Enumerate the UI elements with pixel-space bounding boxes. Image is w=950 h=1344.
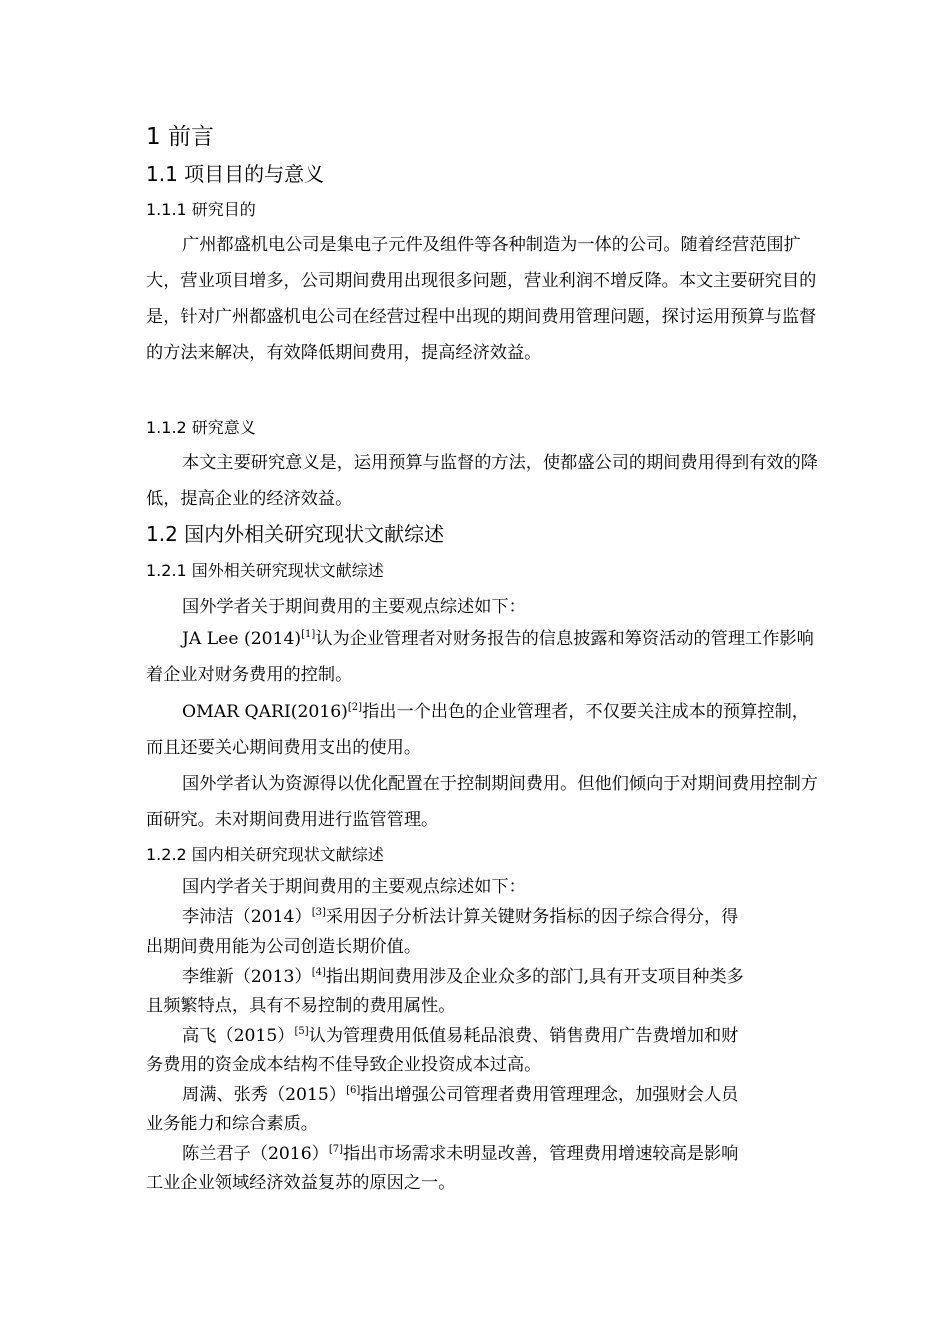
citation-marker: [5] bbox=[294, 1026, 309, 1037]
citation-marker: [2] bbox=[347, 702, 363, 713]
paragraph-domestic-intro: 国内学者关于期间费用的主要观点综述如下： bbox=[182, 877, 526, 897]
reference-author: 高飞（2015） bbox=[182, 1026, 295, 1046]
subsection-heading-1-2-1: 1.2.1 国外相关研究现状文献综述 bbox=[146, 561, 384, 580]
domestic-item-2-line-1 bbox=[182, 962, 744, 992]
paragraph-text: 本文主要研究意义是，运用预算与监督的方法，使都盛公司的期间费用得到有效的降低，提高企业的经济效益。 bbox=[146, 453, 818, 509]
section-heading-1-1: 1.1 项目目的与意义 bbox=[146, 162, 325, 186]
paragraph-text: 广州都盛机电公司是集电子元件及组件等各种制造为一体的公司。随着经营范围扩大，营业项目增多，公司期间费用出现很多问题，营业利润不增反降。本文主要研究目的是，针对广州都盛机电公司在经营过程中出现的期间费用管理问题，探讨运用预算与监督的方法来解决，有效降低期间费用，提高经济效益。 bbox=[146, 235, 817, 363]
subsection-heading-1-1-1: 1.1.1 研究目的 bbox=[146, 200, 256, 219]
section-heading-1-2: 1.2 国内外相关研究现状文献综述 bbox=[146, 522, 445, 546]
citation-marker: [1] bbox=[301, 629, 316, 640]
domestic-item-1-line-2: 出期间费用能为公司创造长期价值。 bbox=[146, 937, 422, 957]
citation-marker: [4] bbox=[311, 967, 326, 978]
domestic-item-5-line-2: 工业企业领域经济效益复苏的原因之一。 bbox=[146, 1173, 456, 1193]
paragraph-text: 指出一个出色的企业管理者，不仅要关注成本的预算控制，而且还要关心期间费用支出的使用。 bbox=[146, 702, 809, 758]
paragraph-foreign-item-1 bbox=[146, 621, 826, 693]
reference-author: 李维新（2013） bbox=[182, 967, 312, 987]
domestic-item-3-line-1 bbox=[182, 1021, 738, 1051]
paragraph-foreign-summary bbox=[146, 766, 826, 838]
reference-author: 李沛洁（2014） bbox=[182, 907, 312, 927]
citation-marker: [3] bbox=[311, 907, 326, 918]
domestic-item-2-line-2: 且频繁特点，具有不易控制的费用属性。 bbox=[146, 996, 456, 1016]
line-text: 指出增强公司管理者费用管理理念，加强财会人员 bbox=[360, 1085, 739, 1105]
line-text: 采用因子分析法计算关键财务指标的因子综合得分，得 bbox=[325, 907, 739, 927]
line-text: 指出期间费用涉及企业众多的部门,具有开支项目种类多 bbox=[325, 967, 744, 987]
domestic-item-4-line-1 bbox=[182, 1080, 738, 1110]
paragraph-foreign-item-2 bbox=[146, 694, 826, 766]
reference-author: JA Lee (2014) bbox=[182, 629, 302, 649]
subsection-heading-1-1-2: 1.1.2 研究意义 bbox=[146, 418, 256, 437]
chapter-heading: 1 前言 bbox=[146, 124, 214, 150]
paragraph-research-significance bbox=[146, 445, 826, 517]
reference-author: 陈兰君子（2016） bbox=[182, 1144, 329, 1164]
domestic-item-5-line-1 bbox=[182, 1139, 738, 1169]
domestic-item-1-line-1 bbox=[182, 902, 738, 932]
citation-marker: [7] bbox=[328, 1144, 344, 1155]
domestic-item-3-line-2: 务费用的资金成本结构不佳导致企业投资成本过高。 bbox=[146, 1055, 542, 1075]
line-text: 指出市场需求未明显改善，管理费用增速较高是影响 bbox=[343, 1144, 739, 1164]
reference-author: 周满、张秀（2015） bbox=[182, 1085, 347, 1105]
subsection-heading-1-2-2: 1.2.2 国内相关研究现状文献综述 bbox=[146, 845, 384, 864]
paragraph-text: 认为企业管理者对财务报告的信息披露和筹资活动的管理工作影响着企业对财务费用的控制。 bbox=[146, 629, 814, 685]
paragraph-foreign-intro bbox=[146, 589, 826, 625]
reference-author: OMAR QARI(2016) bbox=[182, 702, 348, 722]
paragraph-text: 国外学者关于期间费用的主要观点综述如下： bbox=[182, 597, 526, 617]
paragraph-text: 国外学者认为资源得以优化配置在于控制期间费用。但他们倾向于对期间费用控制方面研究。未对期间费用进行监管管理。 bbox=[146, 774, 818, 830]
paragraph-research-purpose bbox=[146, 227, 826, 371]
domestic-item-4-line-2: 业务能力和综合素质。 bbox=[146, 1114, 318, 1134]
citation-marker: [6] bbox=[346, 1085, 361, 1096]
line-text: 认为管理费用低值易耗品浪费、销售费用广告费增加和财 bbox=[308, 1026, 739, 1046]
